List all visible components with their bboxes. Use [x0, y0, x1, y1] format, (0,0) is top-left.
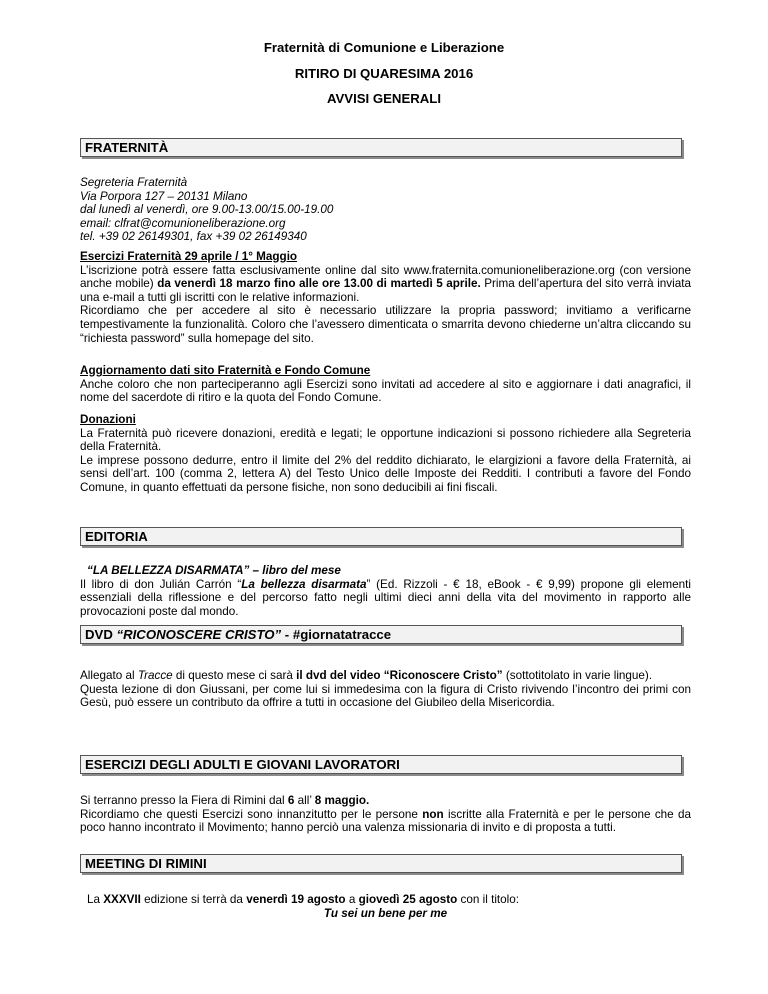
- subsection-title: Aggiornamento dati sito Fraternità e Fondo Comune: [80, 364, 371, 377]
- subtitle: AVVISI GENERALI: [326, 91, 442, 106]
- section-heading-label-italic: “RICONOSCERE CRISTO”: [116, 627, 282, 642]
- section-heading-label: MEETING DI RIMINI: [85, 856, 207, 871]
- section-heading-meeting: [80, 854, 682, 873]
- section-heading-label: DVD: [85, 627, 117, 642]
- text-run: edizione si terrà da: [140, 893, 247, 906]
- paragraph: Questa lezione di don Giussani, per come lui si immedesima con la figura di Cristo rivivendo l’incontro dei primi con Gesù, può essere un contributo da offrire a tutti in occasione del Giubileo della Misericordia.: [80, 682, 691, 710]
- paragraph: [80, 794, 691, 808]
- aggiornamento-block: [80, 364, 691, 405]
- address-line: tel. +39 02 26149301, fax +39 02 26149340: [80, 230, 307, 244]
- editoria-block: [80, 564, 691, 618]
- section-heading-label: - #giornatatracce: [281, 627, 392, 642]
- text-run-bold: da venerdì 18 marzo fino alle ore 13.00 di martedì 5 aprile.: [157, 277, 481, 291]
- text-run: Prima dell’apertura del sito verrà inviata una e-mail a tutti gli iscritti con le relative informazioni.: [80, 277, 691, 304]
- text-run: Si terranno presso la Fiera di Rimini dal: [80, 794, 288, 807]
- meeting-block: [80, 893, 691, 920]
- text-run: La: [87, 893, 104, 906]
- section-heading-fraternita: [80, 138, 682, 157]
- text-run: di questo mese ci sarà: [172, 669, 297, 682]
- text-run: Il libro di don Julián Carrón “: [80, 577, 242, 591]
- text-run-bold: giovedì 25 agosto: [358, 893, 458, 906]
- paragraph: Ricordiamo che per accedere al sito è necessario utilizzare la propria password; invitiamo a verificarne tempestivamente la funzionalità. Coloro che l’avessero dimenticata o smarrita devono chiederne un’altra cliccando su “richiesta password” sulla homepage del sito.: [80, 304, 691, 345]
- address-line: Segreteria Fraternità: [80, 176, 188, 189]
- book-name: La bellezza disarmata: [241, 577, 367, 591]
- text-run: L’iscrizione potrà essere fatta esclusivamente online dal sito www.fraternita.comunioneliberazione.org (con versione anche mobile): [80, 263, 691, 291]
- text-run: iscritte alla Fraternità e per le persone che da poco hanno incontrato il Movimento; hanno perciò una valenza missionaria di invito e di proposta a tutti.: [80, 807, 691, 835]
- org-title: Fraternità di Comunione e Liberazione: [263, 40, 505, 55]
- event-title: RITIRO DI QUARESIMA 2016: [294, 66, 474, 81]
- section-heading-label: FRATERNITÀ: [85, 140, 169, 155]
- text-run-bold: 6: [287, 794, 295, 807]
- esercizi-adulti-block: [80, 794, 691, 835]
- paragraph: [80, 669, 691, 683]
- text-run-bold: venerdì 19 agosto: [246, 893, 346, 906]
- paragraph: Anche coloro che non parteciperanno agli Esercizi sono invitati ad accedere al sito e aggiornare i dati anagrafici, il nome del sacerdote di ritiro e la quota del Fondo Comune.: [80, 377, 691, 405]
- text-run-bold: non: [422, 807, 444, 821]
- section-heading-esercizi-adulti: [80, 755, 682, 774]
- section-heading-dvd: [80, 625, 682, 644]
- paragraph: La Fraternità può ricevere donazioni, eredità e legati; le opportune indicazioni si possono richiedere alla Segreteria della Fraternità.: [80, 426, 691, 454]
- text-run: Allegato al: [80, 669, 138, 682]
- text-run: con il titolo:: [457, 893, 520, 906]
- text-run-bold: 8 maggio.: [314, 794, 370, 807]
- meeting-motto: Tu sei un bene per me: [323, 906, 448, 920]
- address-line: dal lunedì al venerdì, ore 9.00-13.00/15.00-19.00: [80, 203, 334, 217]
- donazioni-block: [80, 413, 691, 495]
- section-heading-label: EDITORIA: [85, 529, 148, 544]
- text-run: ” (Ed. Rizzoli - € 18, eBook - € 9,99) propone gli elementi essenziali della riflessione e del percorso fatto negli ultimi dieci anni della vita del movimento in rapporto alle provocazioni poste dal mondo.: [80, 577, 691, 618]
- esercizi-fraternita-block: [80, 250, 691, 345]
- text-run: a: [345, 893, 359, 906]
- subsection-title: Donazioni: [80, 413, 136, 426]
- dvd-block: [80, 669, 691, 710]
- paragraph: [80, 808, 691, 835]
- text-run-bold: il dvd del video “Riconoscere Cristo”: [296, 669, 503, 682]
- section-heading-editoria: [80, 527, 682, 546]
- address-line: email: clfrat@comunioneliberazione.org: [80, 216, 286, 230]
- address-line: Via Porpora 127 – 20131 Milano: [80, 189, 248, 203]
- text-run: all’: [294, 794, 315, 807]
- paragraph: [80, 893, 691, 907]
- text-run: Ricordiamo che questi Esercizi sono innanzitutto per le persone: [80, 807, 423, 821]
- address-block: [80, 176, 691, 244]
- magazine-name: Tracce: [137, 669, 173, 682]
- paragraph: Le imprese possono dedurre, entro il limite del 2% del reddito dichiarato, le elargizioni a favore della Fraternità, ai sensi dell’art. 100 (comma 2, lettera A) del Testo Unico delle Imposte dei Redditi. I contributi a favore del Fondo Comune, in quanto effettuati da persone fisiche, non sono deducibili ai fini fiscali.: [80, 453, 691, 494]
- text-run-bold: XXXVII: [103, 893, 141, 906]
- book-title: “LA BELLEZZA DISARMATA” – libro del mese: [87, 564, 341, 577]
- text-run: (sottotitolato in varie lingue).: [502, 669, 653, 682]
- section-heading-label: ESERCIZI DEGLI ADULTI E GIOVANI LAVORATORI: [85, 757, 400, 772]
- paragraph: [80, 578, 691, 619]
- paragraph: [80, 264, 691, 305]
- subsection-title: Esercizi Fraternità 29 aprile / 1° Maggio: [80, 250, 298, 263]
